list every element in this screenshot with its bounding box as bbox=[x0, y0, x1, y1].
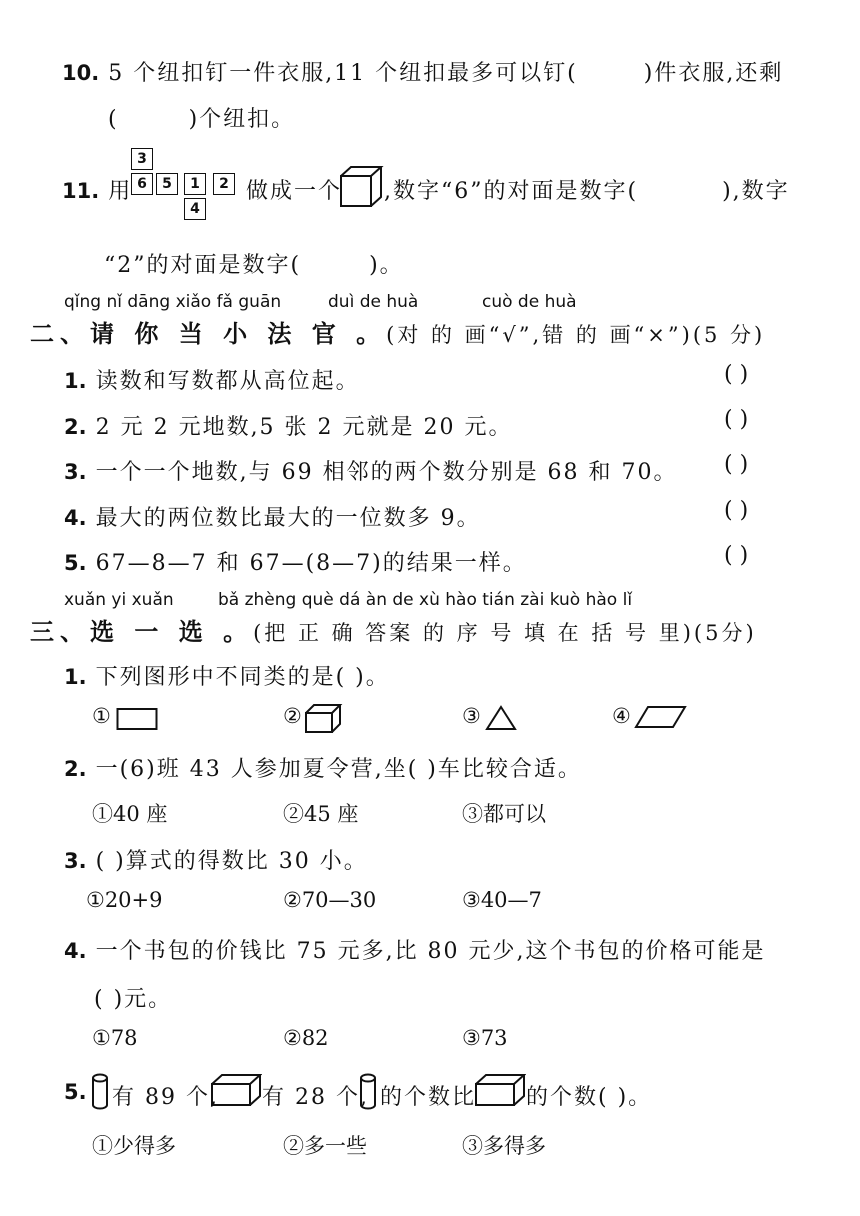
choice-q2 bbox=[64, 752, 582, 783]
net-cell: 1 bbox=[184, 173, 206, 195]
q5-option-3[interactable]: ③多得多 bbox=[462, 1134, 546, 1158]
choice-q1 bbox=[64, 660, 390, 691]
item-number: 1. bbox=[64, 369, 87, 393]
q1-option-3[interactable] bbox=[462, 704, 481, 728]
item-text: 读数和写数都从高位起。 bbox=[95, 369, 360, 394]
q11-prefix: 用 bbox=[108, 179, 133, 204]
section3-title: 三、选 一 选 。 bbox=[30, 617, 254, 646]
q10-line2-end: )个纽扣。 bbox=[188, 107, 296, 132]
q4-option-1[interactable]: ①78 bbox=[92, 1026, 138, 1050]
cube-icon bbox=[338, 164, 384, 210]
cylinder-icon bbox=[90, 1072, 110, 1112]
item-text: 下列图形中不同类的是( )。 bbox=[95, 665, 390, 690]
q3-option-1[interactable]: ①20+9 bbox=[86, 888, 163, 912]
section3-note: (把 正 确 答案 的 序 号 填 在 括 号 里)(5分) bbox=[253, 621, 757, 645]
item-text: 67—8—7 和 67—(8—7)的结果一样。 bbox=[95, 551, 527, 576]
judge-item-1 bbox=[64, 364, 360, 395]
q10-number: 10. bbox=[62, 61, 100, 85]
judge-item-3 bbox=[64, 455, 678, 486]
section2-title: 二、请 你 当 小 法 官 。 bbox=[30, 319, 387, 348]
cube-net-figure bbox=[131, 148, 241, 220]
q2-option-1[interactable]: ①40 座 bbox=[92, 802, 168, 826]
answer-bracket-2[interactable]: ( ) bbox=[724, 407, 749, 432]
item-number: 5. bbox=[64, 551, 87, 575]
net-cell: 2 bbox=[213, 173, 235, 195]
q11-question-2: “2”的对面是数字( bbox=[104, 253, 302, 278]
q2-option-2[interactable]: ②45 座 bbox=[283, 802, 359, 826]
q3-option-2[interactable]: ②70—30 bbox=[283, 888, 377, 912]
item-number: 2. bbox=[64, 415, 87, 439]
q11-line1-rest bbox=[384, 174, 790, 205]
q11-line2-end: )。 bbox=[369, 253, 404, 278]
item-number: 3. bbox=[64, 849, 87, 873]
item-number: 3. bbox=[64, 460, 87, 484]
q4-option-3[interactable]: ③73 bbox=[462, 1026, 508, 1050]
q10-text: 5 个纽扣钉一件衣服,11 个纽扣最多可以钉( bbox=[108, 61, 578, 86]
option-marker: ① bbox=[92, 704, 111, 728]
net-cell: 4 bbox=[184, 198, 206, 220]
q11-line1 bbox=[62, 174, 132, 205]
item-number: 2. bbox=[64, 757, 87, 781]
choice-q5-number bbox=[64, 1080, 87, 1105]
q10-paren-open: ( bbox=[108, 107, 119, 132]
q10-line1 bbox=[62, 56, 783, 87]
section2-heading bbox=[30, 314, 765, 349]
q3-option-3[interactable]: ③40—7 bbox=[462, 888, 542, 912]
section2-note: (对 的 画“√”,错 的 画“×”)(5 分) bbox=[386, 323, 766, 347]
net-cell: 3 bbox=[131, 148, 153, 170]
cuboid-icon bbox=[210, 1072, 262, 1108]
parallelogram-shape-icon bbox=[634, 704, 688, 730]
q2-option-3[interactable]: ③都可以 bbox=[462, 802, 546, 826]
section3-heading bbox=[30, 612, 757, 647]
answer-bracket-4[interactable]: ( ) bbox=[724, 498, 749, 523]
section2-pinyin-2: duì de huà bbox=[328, 292, 419, 312]
judge-item-2 bbox=[64, 410, 513, 441]
item-text: 一个书包的价钱比 75 元多,比 80 元少,这个书包的价格可能是 bbox=[95, 939, 766, 964]
net-cell: 6 bbox=[131, 173, 153, 195]
answer-bracket-3[interactable]: ( ) bbox=[724, 452, 749, 477]
item-number: 4. bbox=[64, 939, 87, 963]
cylinder-icon bbox=[358, 1072, 378, 1112]
answer-bracket-1[interactable]: ( ) bbox=[724, 362, 749, 387]
net-cell: 5 bbox=[156, 173, 178, 195]
option-marker: ③ bbox=[462, 704, 481, 728]
q5-text-4: 的个数( )。 bbox=[526, 1085, 653, 1110]
q1-option-2[interactable] bbox=[283, 704, 302, 728]
item-text: 2 元 2 元地数,5 张 2 元就是 20 元。 bbox=[95, 415, 513, 440]
cuboid-icon bbox=[474, 1072, 526, 1108]
q11-line2 bbox=[104, 248, 404, 279]
q4-line2: ( )元。 bbox=[94, 987, 173, 1012]
choice-q3 bbox=[64, 844, 368, 875]
rectangle-shape-icon bbox=[116, 706, 158, 732]
q11-question-6: ,数字“6”的对面是数字( bbox=[384, 179, 639, 204]
triangle-shape-icon bbox=[484, 704, 518, 732]
q11-mid: 做成一个 bbox=[246, 179, 343, 204]
q5-text-1: 有 89 个, bbox=[112, 1085, 219, 1110]
item-number: 4. bbox=[64, 506, 87, 530]
item-text: 最大的两位数比最大的一位数多 9。 bbox=[95, 506, 481, 531]
q10-line2 bbox=[108, 102, 295, 133]
q11-number: 11. bbox=[62, 179, 100, 203]
q5-text-2: 有 28 个, bbox=[262, 1085, 369, 1110]
q4-option-2[interactable]: ②82 bbox=[283, 1026, 329, 1050]
item-number: 1. bbox=[64, 665, 87, 689]
q5-text-3: 的个数比 bbox=[380, 1085, 477, 1110]
q11-line1-end: ),数字 bbox=[722, 179, 790, 204]
option-marker: ② bbox=[283, 704, 302, 728]
judge-item-4 bbox=[64, 501, 481, 532]
q10-text-end: )件衣服,还剩 bbox=[643, 61, 784, 86]
item-number: 5. bbox=[64, 1080, 87, 1104]
q5-option-2[interactable]: ②多一些 bbox=[283, 1134, 367, 1158]
item-text: 一个一个地数,与 69 相邻的两个数分别是 68 和 70。 bbox=[95, 460, 678, 485]
choice-q4 bbox=[64, 934, 766, 965]
item-text: ( )算式的得数比 30 小。 bbox=[95, 849, 368, 874]
item-text: 一(6)班 43 人参加夏令营,坐( )车比较合适。 bbox=[95, 757, 582, 782]
section3-pinyin-2: bǎ zhèng què dá àn de xù hào tián zài kuò hào lǐ bbox=[218, 590, 633, 610]
option-marker: ④ bbox=[612, 704, 631, 728]
section2-pinyin-1: qǐng nǐ dāng xiǎo fǎ guān bbox=[64, 292, 282, 312]
section3-pinyin-1: xuǎn yi xuǎn bbox=[64, 590, 174, 610]
q1-option-4[interactable] bbox=[612, 704, 631, 728]
answer-bracket-5[interactable]: ( ) bbox=[724, 543, 749, 568]
section2-pinyin-3: cuò de huà bbox=[482, 292, 577, 312]
q5-option-1[interactable]: ①少得多 bbox=[92, 1134, 176, 1158]
q1-option-1[interactable] bbox=[92, 704, 111, 728]
judge-item-5 bbox=[64, 546, 527, 577]
cuboid-shape-icon bbox=[304, 702, 344, 734]
